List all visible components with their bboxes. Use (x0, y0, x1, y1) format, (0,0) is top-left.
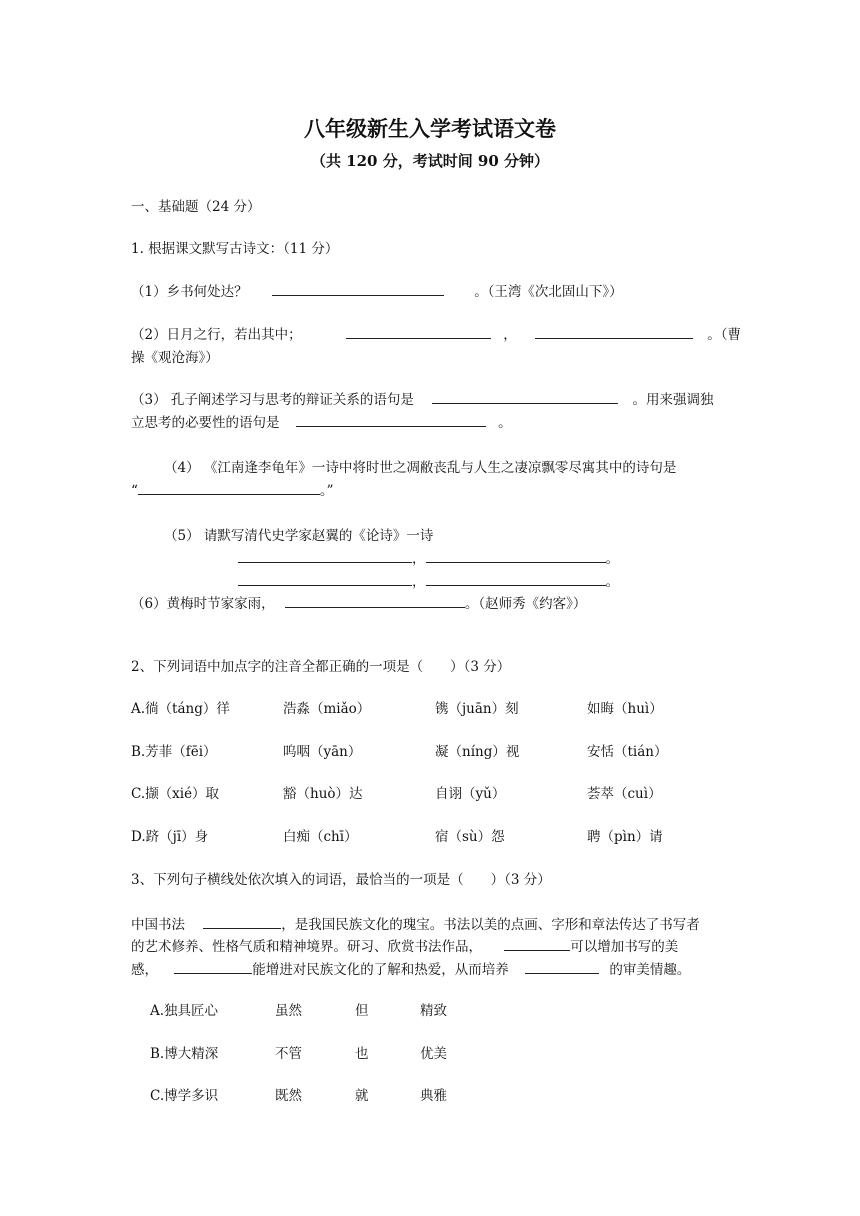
q3-option-word: 不管 (275, 1046, 302, 1062)
answer-blank[interactable] (272, 281, 444, 296)
q3-text: 感， (131, 962, 158, 978)
q3-option-word: 典雅 (420, 1088, 447, 1104)
answer-blank[interactable] (203, 914, 281, 929)
q1-line-5b (238, 570, 619, 590)
q3-option-word: 也 (355, 1046, 369, 1062)
answer-blank[interactable] (426, 571, 606, 586)
answer-blank[interactable] (238, 571, 412, 586)
q2-option-label[interactable]: A.徜（táng）徉 (131, 701, 230, 717)
q1-p6-source: 。（赵师秀《约客》） (464, 596, 587, 612)
q2-option-word: 凝（níng）视 (435, 744, 520, 760)
q1-line-5a (238, 547, 619, 567)
q2-option-word: 自诩（yǔ） (435, 786, 506, 802)
answer-blank[interactable] (432, 389, 618, 404)
answer-blank[interactable] (346, 324, 491, 339)
q3-text: ，是我国民族文化的瑰宝。书法以美的点画、字形和章法传达了书写者 (281, 917, 700, 933)
comma: ， (503, 327, 517, 343)
q3-line-2 (131, 935, 678, 955)
q1-line-2 (131, 323, 741, 343)
q2-option-label[interactable]: B.芳菲（fēi） (131, 744, 217, 760)
period: 。 (605, 574, 619, 590)
q2-option-word: 荟萃（cuì） (587, 786, 662, 802)
page-subtitle: （共 120 分，考试时间 90 分钟） (310, 152, 550, 170)
answer-blank[interactable] (525, 959, 599, 974)
q2-option-word: 安恬（tián） (587, 744, 668, 760)
page-title: 八年级新生入学考试语文卷 (304, 117, 556, 141)
q1-line-1 (131, 280, 623, 300)
q2-option-word: 浩淼（miǎo） (283, 701, 371, 717)
q3-option-word: 既然 (275, 1088, 302, 1104)
q3-option-word: 但 (355, 1003, 369, 1019)
answer-blank[interactable] (285, 593, 465, 608)
q3-line-1 (131, 913, 700, 933)
q1-p2-prompt: （2）日月之行，若出其中； (131, 327, 302, 343)
q2-option-word: 宿（sù）怨 (435, 829, 505, 845)
q1-p3-prompt: （3） 孔子阐述学习与思考的辩证关系的语句是 (131, 392, 414, 408)
answer-blank[interactable] (238, 548, 412, 563)
q2-option-word: 白痴（chī） (283, 829, 358, 845)
q1-p6-prompt: （6）黄梅时节家家雨， (131, 596, 275, 612)
q3-text: 的审美情趣。 (609, 962, 691, 978)
q3-text: 能增进对民族文化的了解和热爱，从而培养 (252, 962, 509, 978)
q1-p2-source-cont: 操《观沧海》） (131, 350, 219, 366)
q3-text: 可以增加书写的美 (570, 939, 679, 955)
q2-option-word: 镌（juān）刻 (435, 701, 519, 717)
q1-p3-prompt-2: 立思考的必要性的语句是 (131, 415, 280, 431)
q3-text: 的艺术修养、性格气质和精神境界。研习、欣赏书法作品， (131, 939, 482, 955)
answer-blank[interactable] (138, 480, 320, 495)
q1-p1-source: 。（王湾《次北固山下》） (474, 284, 623, 300)
q1-p4-prompt: （4） 《江南逢李龟年》一诗中将时世之凋敝丧乱与人生之凄凉飘零尽寓其中的诗句是 (164, 460, 677, 476)
answer-blank[interactable] (174, 959, 252, 974)
q3-text: 中国书法 (131, 917, 185, 933)
period: 。 (605, 551, 619, 567)
answer-blank[interactable] (426, 548, 606, 563)
q1-p1-prompt: （1）乡书何处达？ (131, 284, 248, 300)
section-heading: 一、基础题（24 分） (131, 199, 261, 215)
q1-line-4b (131, 479, 334, 499)
answer-blank[interactable] (535, 324, 693, 339)
q1-stem: 1. 根据课文默写古诗文：（11 分） (131, 241, 339, 257)
q2-option-word: 聘（pìn）请 (587, 829, 663, 845)
q3-option-label[interactable]: B.博大精深 (150, 1046, 219, 1062)
q3-option-label[interactable]: A.独具匠心 (150, 1003, 219, 1019)
q2-option-word: 豁（huò）达 (283, 786, 363, 802)
q3-option-word: 就 (355, 1088, 369, 1104)
answer-blank[interactable] (504, 936, 570, 951)
q2-option-word: 呜咽（yān） (283, 744, 362, 760)
period: 。 (498, 415, 512, 431)
q1-p5-prompt: （5） 请默写清代史学家赵翼的《论诗》一诗 (164, 528, 434, 544)
q1-p3-text: 。用来强调独 (632, 392, 714, 408)
q3-line-3 (131, 958, 690, 978)
q3-option-label[interactable]: C.博学多识 (150, 1088, 219, 1104)
q3-option-word: 精致 (420, 1003, 447, 1019)
q3-stem: 3、下列句子横线处依次填入的词语，最恰当的一项是（ ）（3 分） (131, 872, 551, 888)
q2-stem: 2、下列词语中加点字的注音全都正确的一项是（ ）（3 分） (131, 659, 511, 675)
q1-line-6 (131, 592, 586, 612)
q1-line-3b (131, 411, 512, 431)
comma: ， (412, 551, 426, 567)
q2-option-word: 如晦（huì） (587, 701, 663, 717)
q2-option-label[interactable]: C.撷（xié）取 (131, 786, 220, 802)
q2-option-label[interactable]: D.跻（jī）身 (131, 829, 209, 845)
close-quote: 。” (319, 483, 334, 499)
open-quote: “ (131, 483, 138, 499)
answer-blank[interactable] (296, 412, 486, 427)
comma: ， (412, 574, 426, 590)
q3-option-word: 虽然 (275, 1003, 302, 1019)
q3-option-word: 优美 (420, 1046, 447, 1062)
q1-line-3 (131, 388, 713, 408)
q1-p2-source: 。（曹 (707, 327, 742, 343)
